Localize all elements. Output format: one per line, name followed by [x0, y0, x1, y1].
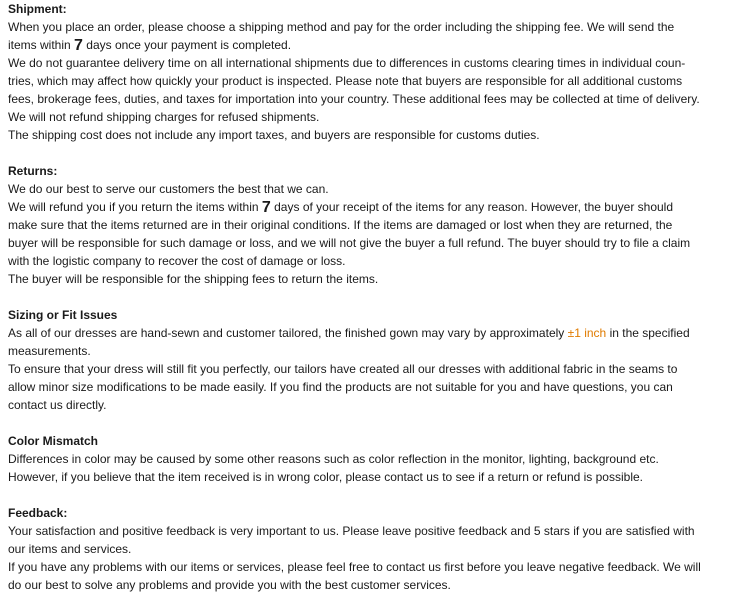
shipment-line-7: The shipping cost does not include any import taxes, and buyers are responsible for customs duties. — [8, 128, 540, 142]
feedback-line-3: If you have any problems with our items or services, please feel free to contact us first before you leave negative feedback. We will — [8, 560, 701, 574]
shipment-heading: Shipment: — [8, 2, 67, 16]
section-gap — [8, 414, 728, 432]
sizing-line-1 — [8, 324, 728, 342]
returns-line-2 — [8, 198, 728, 216]
sizing-line-5: contact us directly. — [8, 398, 107, 412]
sizing-tolerance: ±1 inch — [567, 326, 607, 340]
sizing-line-3: To ensure that your dress will still fit you perfectly, our tailors have created all our dresses with additional fabric in the seams to — [8, 362, 678, 376]
shipment-days: 7 — [74, 37, 83, 54]
section-gap — [8, 288, 728, 306]
policy-document — [8, 0, 728, 594]
shipment-line-2 — [8, 36, 728, 54]
returns-line-3: make sure that the items returned are in their original conditions. If the items are damaged or lost when they are returned, the — [8, 218, 673, 232]
color-heading: Color Mismatch — [8, 434, 99, 448]
returns-line-2-post: days of your receipt of the items for any reason. However, the buyer should — [270, 200, 674, 214]
shipment-line-2-pre: items within — [8, 38, 75, 52]
shipment-line-3: We do not guarantee delivery time on all international shipments due to differences in customs clearing times in individual coun- — [8, 56, 686, 70]
returns-heading: Returns: — [8, 164, 58, 178]
shipment-line-2-post: days once your payment is completed. — [82, 38, 292, 52]
returns-line-5: with the logistic company to recover the cost of damage or loss. — [8, 254, 346, 268]
sizing-heading: Sizing or Fit Issues — [8, 308, 118, 322]
returns-days: 7 — [261, 199, 271, 216]
sizing-line-1-post: in the specified — [606, 326, 690, 340]
sizing-line-1-pre: As all of our dresses are hand-sewn and customer tailored, the finished gown may vary by approximately — [8, 326, 568, 340]
shipment-line-4: tries, which may affect how quickly your product is inspected. Please note that buyers are responsible for all additional customs — [8, 74, 683, 88]
shipment-line-5: fees, brokerage fees, duties, and taxes for importation into your country. These additional fees may be collected at time of delivery. — [8, 92, 700, 106]
sizing-line-4: allow minor size modifications to be made easily. If you find the products are not suitable for you and have questions, you can — [8, 380, 673, 394]
section-gap — [8, 144, 728, 162]
shipment-line-6: We will not refund shipping charges for refused shipments. — [8, 110, 320, 124]
returns-line-2-pre: We will refund you if you return the items within — [8, 200, 262, 214]
feedback-line-2: our items and services. — [8, 542, 132, 556]
shipment-line-1: When you place an order, please choose a shipping method and pay for the order including the shipping fee. We will send the — [8, 20, 675, 34]
section-gap — [8, 486, 728, 504]
feedback-line-1: Your satisfaction and positive feedback is very important to us. Please leave positive feedback and 5 stars if you are satisfied with — [8, 524, 695, 538]
color-line-2: However, if you believe that the item received is in wrong color, please contact us to see if a return or refund is possible. — [8, 470, 643, 484]
color-line-1: Differences in color may be caused by some other reasons such as color reflection in the monitor, lighting, background etc. — [8, 452, 659, 466]
feedback-line-4: do our best to solve any problems and provide you with the best customer services. — [8, 578, 451, 592]
returns-line-1: We do our best to serve our customers the best that we can. — [8, 182, 329, 196]
sizing-line-2: measurements. — [8, 344, 91, 358]
feedback-heading: Feedback: — [8, 506, 68, 520]
returns-line-4: buyer will be responsible for such damage or loss, and we will not give the buyer a full refund. The buyer should try to file a claim — [8, 236, 691, 250]
returns-line-6: The buyer will be responsible for the shipping fees to return the items. — [8, 272, 379, 286]
